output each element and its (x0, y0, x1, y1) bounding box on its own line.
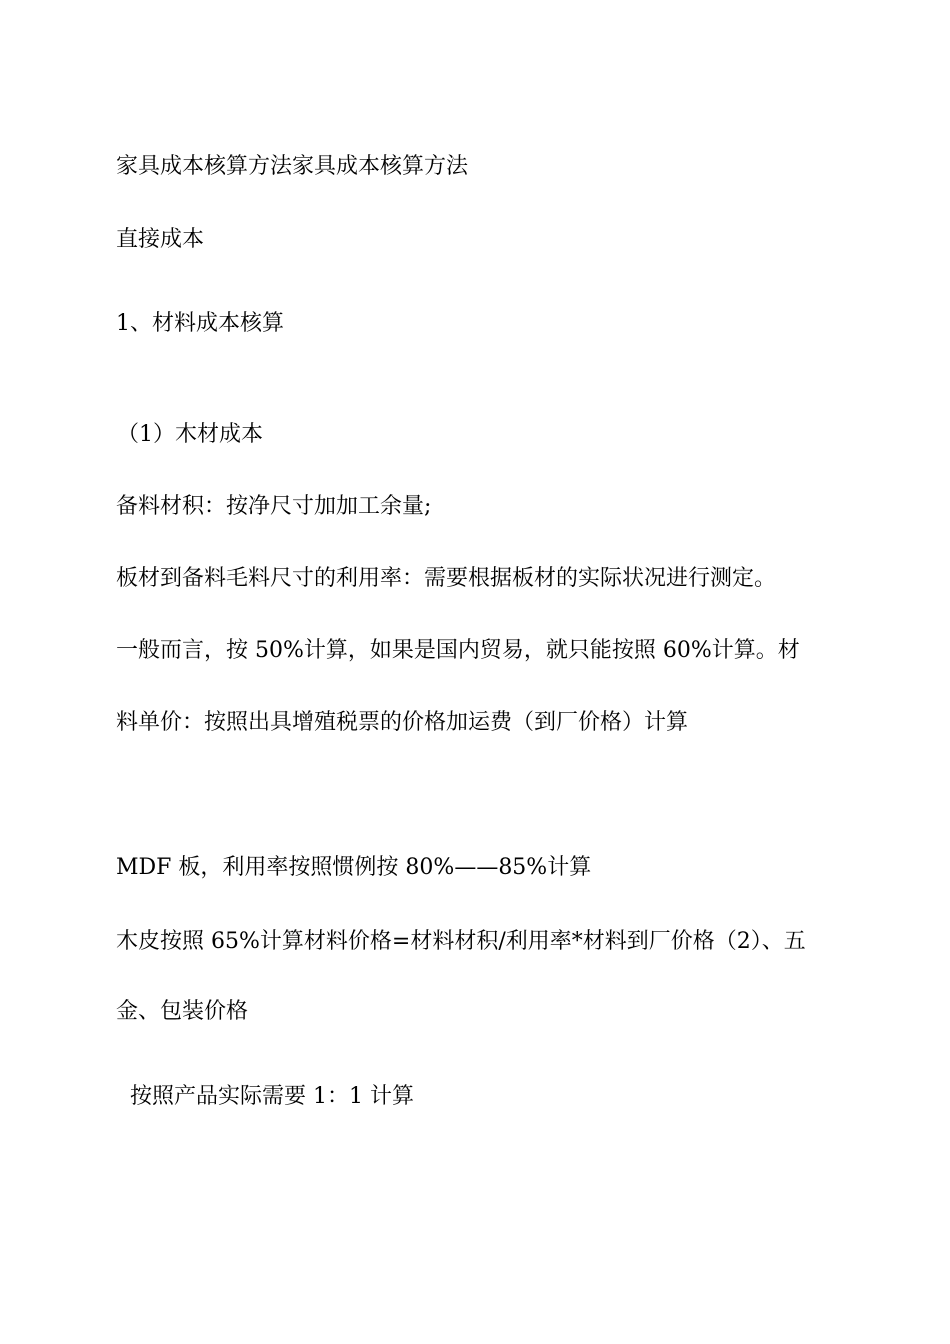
body-text-line: 金、包装价格 (116, 999, 249, 1024)
item-heading-wood-cost: （1）木材成本 (117, 422, 263, 447)
section-heading-direct-cost: 直接成本 (116, 227, 205, 252)
body-text-line: MDF 板，利用率按照惯例按 80%——85%计算 (116, 855, 592, 880)
body-text-line: 按照产品实际需要 1：1 计算 (130, 1084, 414, 1109)
body-text-line: 木皮按照 65%计算材料价格=材料材积/利用率*材料到厂价格（2）、五 (116, 929, 806, 954)
body-text-line: 料单价：按照出具增殖税票的价格加运费（到厂价格）计算 (116, 710, 689, 735)
body-text-line: 备料材积：按净尺寸加加工余量; (116, 494, 432, 519)
body-text-line: 一般而言，按 50%计算，如果是国内贸易，就只能按照 60%计算。材 (116, 638, 800, 663)
body-text-line: 板材到备料毛料尺寸的利用率：需要根据板材的实际状况进行测定。 (116, 566, 777, 591)
subsection-heading-material-cost: 1、材料成本核算 (116, 311, 284, 336)
document-title: 家具成本核算方法家具成本核算方法 (116, 154, 469, 179)
